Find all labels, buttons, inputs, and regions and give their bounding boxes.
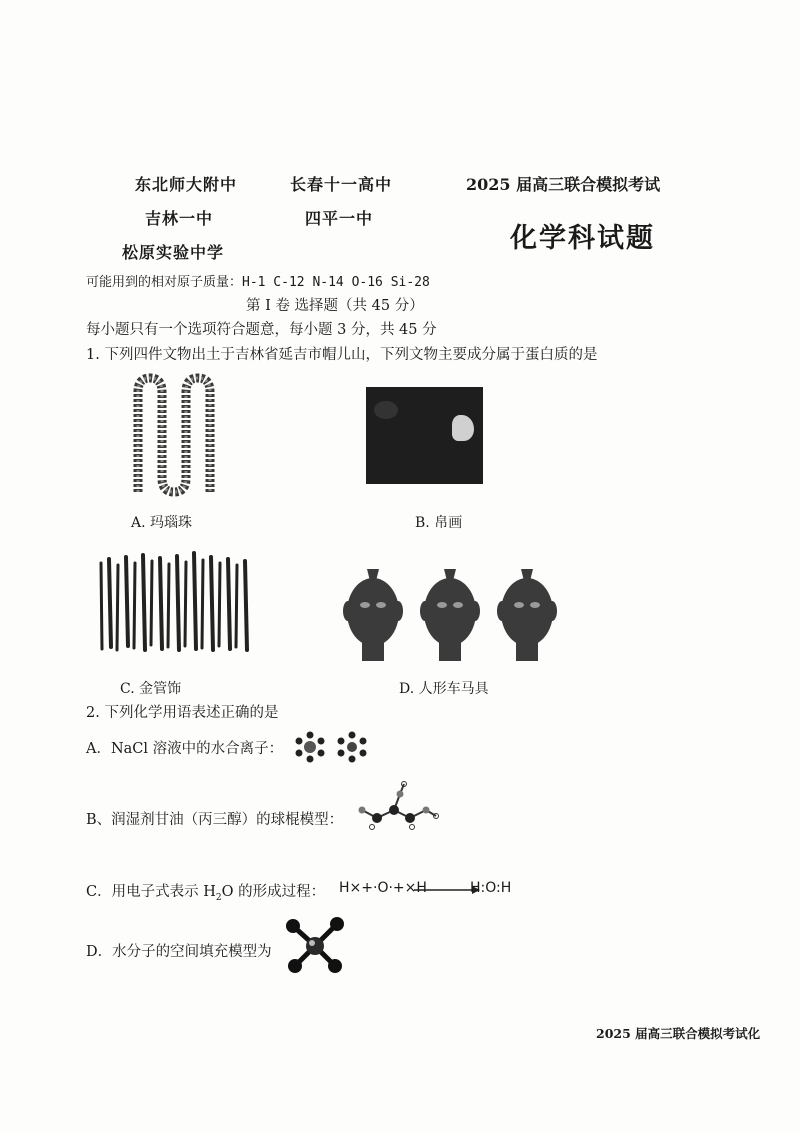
school-name: 长春十一高中: [290, 175, 393, 194]
option-2d: D．水分子的空间填充模型为: [86, 944, 272, 960]
option-d-label: D. 人形车马具: [399, 681, 489, 697]
section-instruction: 每小题只有一个选项符合题意，每小题 3 分，共 45 分: [86, 322, 437, 338]
subject-title: 化学科试题: [510, 223, 655, 254]
electron-formula-right: H:O:H: [470, 880, 512, 896]
option-c-label: C. 金管饰: [120, 681, 182, 697]
option-2b: B、润湿剂甘油（丙三醇）的球棍模型：: [86, 812, 344, 828]
option-2c-prefix: C．用电子式表示 H: [86, 884, 216, 900]
water-space-filling-model: [283, 918, 347, 974]
option-2a: A．NaCl 溶液中的水合离子：: [86, 741, 284, 757]
silk-painting-image: [366, 387, 483, 484]
section-title: 第 I 卷 选择题（共 45 分）: [246, 298, 424, 314]
school-name: 吉林一中: [145, 209, 214, 228]
hydrated-ions-diagram: [292, 730, 372, 764]
agate-beads-image: [128, 374, 208, 499]
option-2c: [86, 880, 325, 903]
question-2-stem: 2. 下列化学用语表述正确的是: [86, 705, 279, 721]
gold-tube-image: [97, 551, 257, 653]
school-name: 松原实验中学: [122, 243, 225, 262]
question-1-stem: 1. 下列四件文物出土于吉林省延吉市帽儿山，下列文物主要成分属于蛋白质的是: [86, 347, 598, 363]
page-footer: 2025 届高三联合模拟考试化: [596, 1026, 761, 1041]
atomic-masses: 可能用到的相对原子质量：H-1 C-12 N-14 O-16 Si-28: [86, 275, 430, 290]
human-figure-image: [340, 567, 560, 667]
exam-title: 2025 届高三联合模拟考试: [466, 175, 661, 194]
option-2c-subscript: 2: [215, 892, 222, 903]
school-name: 东北师大附中: [135, 175, 238, 194]
option-2c-suffix: O 的形成过程：: [221, 884, 326, 900]
school-name: 四平一中: [305, 209, 374, 228]
glycerol-model-diagram: [352, 780, 442, 830]
electron-formula-left: H×+·O·+×H: [339, 880, 427, 896]
option-b-label: B. 帛画: [415, 515, 463, 531]
option-a-label: A. 玛瑙珠: [131, 515, 193, 531]
